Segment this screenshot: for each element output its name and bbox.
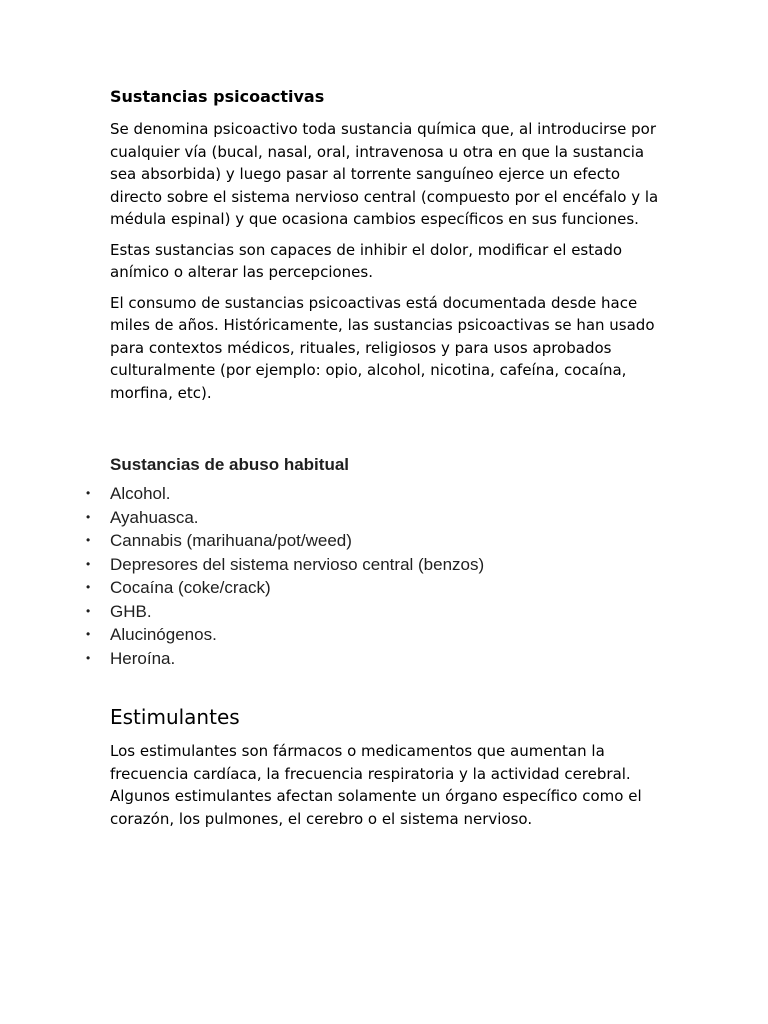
bullet-icon: • [86, 650, 91, 665]
bullet-icon: • [86, 627, 91, 641]
list-item [86, 553, 670, 577]
section-title-estimulantes: Estimulantes [110, 705, 240, 729]
list-item [86, 482, 670, 506]
bullet-icon: • [86, 556, 91, 571]
list-item-label: Depresores del sistema nervioso central (benzos) [110, 554, 485, 574]
bullet-icon: • [86, 603, 91, 618]
list-item-label: Alucinógenos. [110, 625, 217, 644]
list-item [86, 600, 670, 624]
paragraph-estimulantes: Los estimulantes son fármacos o medicamentos que aumentan la frecuencia cardíaca, la frecuencia respiratoria y la actividad cerebral. Algunos estimulantes afectan solamente un órgano específico como el corazón, los pulmones, el cerebro o el sistema nervioso. [110, 742, 642, 828]
bullet-icon: • [86, 509, 91, 524]
bullet-icon: • [86, 486, 91, 500]
section-title-psicoactivas: Sustancias psicoactivas [110, 87, 325, 106]
list-item [86, 647, 670, 671]
section-title-abuso-habitual: Sustancias de abuso habitual [110, 455, 350, 474]
list-item-label: GHB. [110, 601, 152, 621]
bullet-icon: • [86, 533, 91, 547]
document-page [86, 86, 670, 838]
list-item-label: Cocaína (coke/crack) [110, 578, 271, 597]
list-item [86, 529, 670, 553]
paragraph-historia: El consumo de sustancias psicoactivas está documentada desde hace miles de años. Históricamente, las sustancias psicoactivas se han usado para contextos médicos, rituales, religiosos y para usos aprobados culturalmente (por ejemplo: opio, alcohol, nicotina, cafeína, cocaína, morfina, etc). [110, 293, 655, 402]
list-item-label: Ayahuasca. [110, 507, 199, 527]
bullet-icon: • [86, 580, 91, 594]
list-item-label: Cannabis (marihuana/pot/weed) [110, 531, 352, 550]
substance-list [86, 482, 670, 670]
list-item-label: Heroína. [110, 648, 176, 668]
list-item [86, 576, 670, 600]
list-item-label: Alcohol. [110, 484, 171, 503]
list-item [86, 506, 670, 530]
list-item [86, 623, 670, 647]
paragraph-efectos: Estas sustancias son capaces de inhibir el dolor, modificar el estado anímico o alterar las percepciones. [110, 240, 623, 281]
paragraph-definicion: Se denomina psicoactivo toda sustancia química que, al introducirse por cualquier vía (bucal, nasal, oral, intravenosa u otra en que la sustancia sea absorbida) y luego pasar al torrente sanguíneo ejerce un efecto directo sobre el sistema nervioso central (compuesto por el encéfalo y la médula espinal) y que ocasiona cambios específicos en sus funciones. [110, 120, 659, 228]
